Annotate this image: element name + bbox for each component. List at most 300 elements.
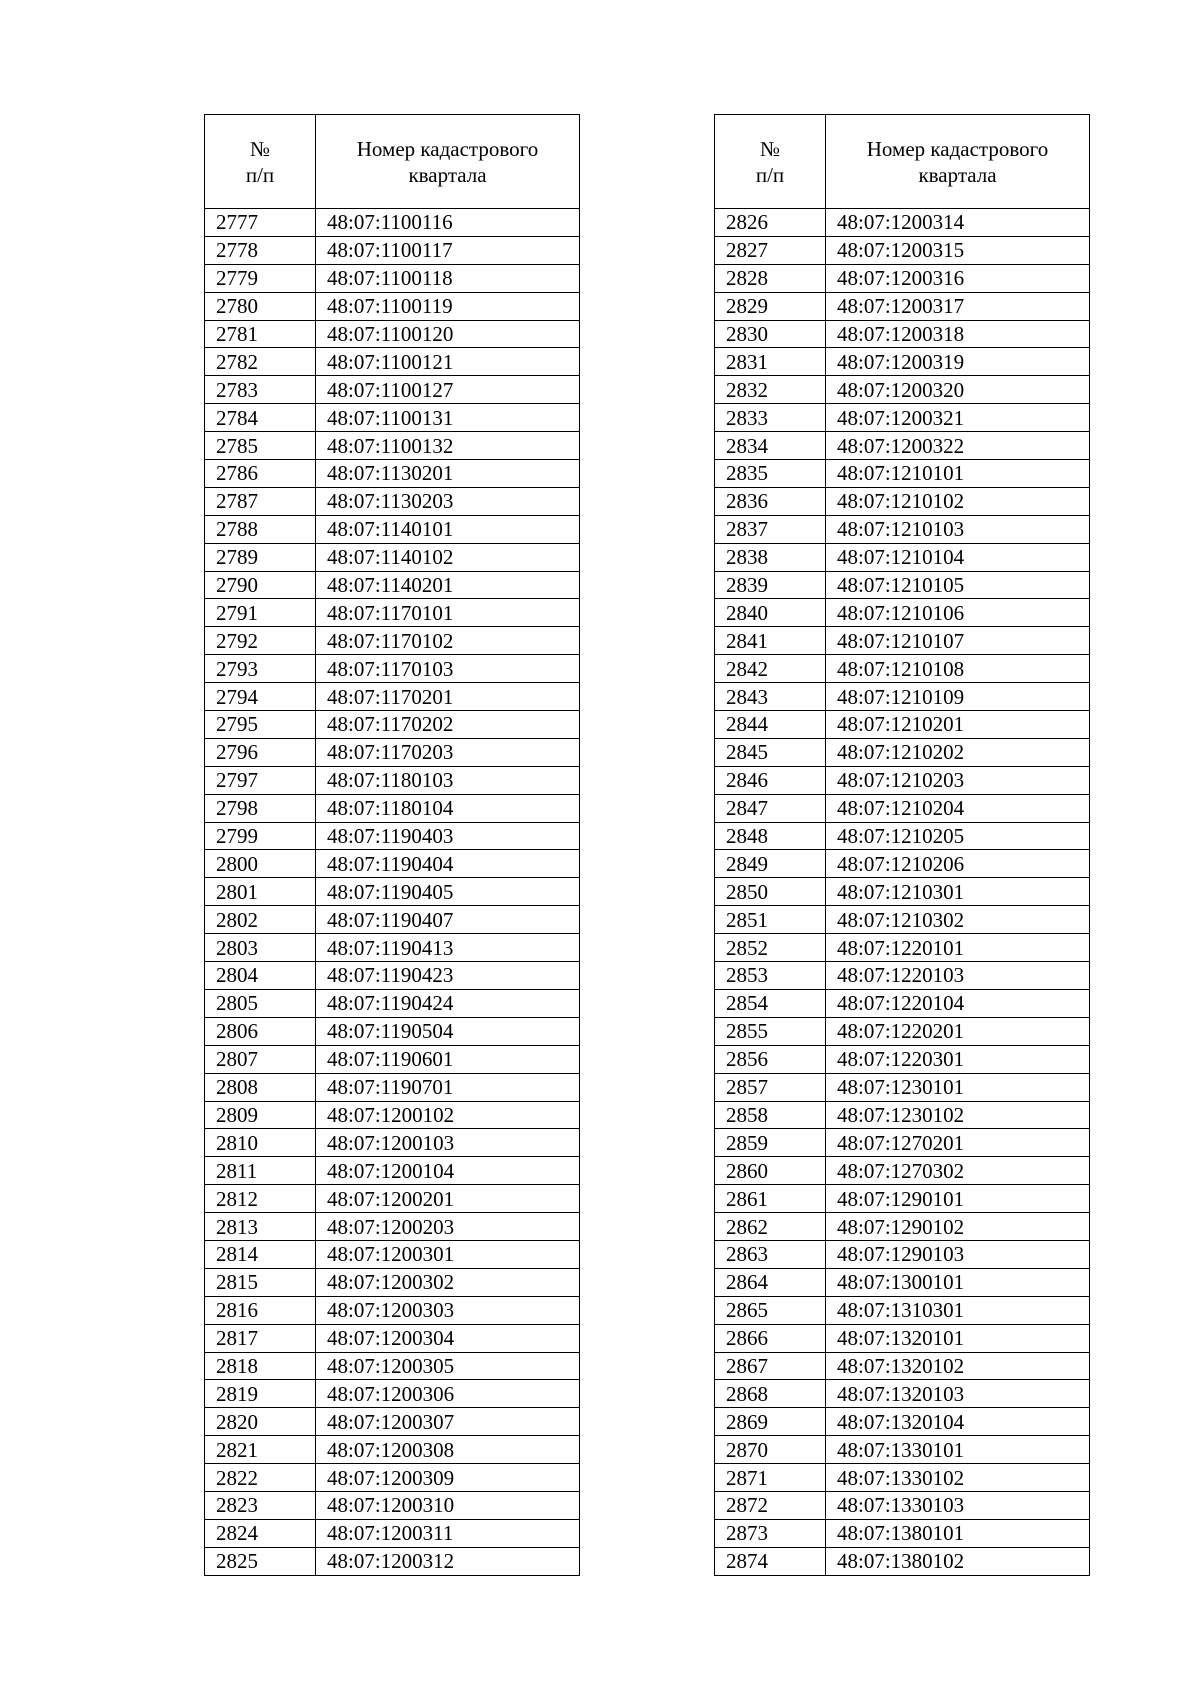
row-number: 2846 [715,766,826,794]
cadastral-quarter-number: 48:07:1190701 [316,1073,580,1101]
cadastral-quarter-number: 48:07:1180104 [316,794,580,822]
cadastral-quarter-number: 48:07:1210201 [826,711,1090,739]
row-number: 2788 [205,515,316,543]
row-number: 2849 [715,850,826,878]
row-number: 2811 [205,1157,316,1185]
cadastral-quarter-number: 48:07:1210205 [826,822,1090,850]
cadastral-quarter-number: 48:07:1200302 [316,1268,580,1296]
row-number: 2820 [205,1408,316,1436]
cadastral-quarter-number: 48:07:1210301 [826,878,1090,906]
row-number: 2853 [715,962,826,990]
row-number: 2816 [205,1296,316,1324]
cadastral-quarter-number: 48:07:1170202 [316,711,580,739]
table-row [205,1129,580,1157]
row-number: 2818 [205,1352,316,1380]
table-row [715,1101,1090,1129]
cadastral-quarter-number: 48:07:1200201 [316,1185,580,1213]
table-row [205,571,580,599]
row-number: 2865 [715,1296,826,1324]
row-number: 2838 [715,543,826,571]
table-row [715,320,1090,348]
table-row [205,404,580,432]
cadastral-quarter-number: 48:07:1200304 [316,1324,580,1352]
table-row [715,962,1090,990]
cadastral-quarter-number: 48:07:1100121 [316,348,580,376]
table-row [715,1045,1090,1073]
cadastral-quarter-number: 48:07:1140101 [316,515,580,543]
row-number: 2792 [205,627,316,655]
table-row [715,1157,1090,1185]
table-row [715,1017,1090,1045]
header-number-sign: № [249,136,271,161]
table-row [205,599,580,627]
cadastral-quarter-number: 48:07:1200306 [316,1380,580,1408]
table-row [715,487,1090,515]
table-row [715,571,1090,599]
cadastral-quarter-number: 48:07:1290103 [826,1240,1090,1268]
table-row [205,1380,580,1408]
cadastral-quarter-number: 48:07:1320102 [826,1352,1090,1380]
cadastral-quarter-number: 48:07:1210206 [826,850,1090,878]
header-cadastral-quarter: Номер кадастрового квартала [826,115,1090,209]
row-number: 2817 [205,1324,316,1352]
table-row [715,711,1090,739]
table-row [715,1240,1090,1268]
cadastral-quarter-number: 48:07:1140201 [316,571,580,599]
cadastral-quarter-number: 48:07:1200307 [316,1408,580,1436]
cadastral-quarter-number: 48:07:1230101 [826,1073,1090,1101]
table-row [715,543,1090,571]
table-row [205,1213,580,1241]
row-number: 2859 [715,1129,826,1157]
cadastral-quarter-number: 48:07:1170203 [316,738,580,766]
row-number: 2799 [205,822,316,850]
table-row [205,655,580,683]
table-row [715,1491,1090,1519]
cadastral-quarter-number: 48:07:1220104 [826,989,1090,1017]
cadastral-table-left [204,114,580,1576]
row-number: 2785 [205,432,316,460]
row-number: 2790 [205,571,316,599]
table-row [715,1547,1090,1575]
row-number: 2844 [715,711,826,739]
table-row [715,1352,1090,1380]
cadastral-quarter-number: 48:07:1190413 [316,934,580,962]
row-number: 2858 [715,1101,826,1129]
table-body [205,209,580,1576]
table-body [715,209,1090,1576]
table-row [715,934,1090,962]
table-row [715,1519,1090,1547]
row-number: 2851 [715,906,826,934]
cadastral-table-right [714,114,1090,1576]
row-number: 2864 [715,1268,826,1296]
table-row [205,1464,580,1492]
cadastral-quarter-number: 48:07:1170101 [316,599,580,627]
row-number: 2832 [715,376,826,404]
row-number: 2829 [715,292,826,320]
table-row [715,1380,1090,1408]
table-row [715,794,1090,822]
table-row [715,655,1090,683]
table-row [715,292,1090,320]
row-number: 2779 [205,264,316,292]
row-number: 2824 [205,1519,316,1547]
cadastral-quarter-number: 48:07:1200312 [316,1547,580,1575]
cadastral-quarter-number: 48:07:1330102 [826,1464,1090,1492]
cadastral-quarter-number: 48:07:1130201 [316,460,580,488]
row-number: 2833 [715,404,826,432]
row-number: 2863 [715,1240,826,1268]
cadastral-quarter-number: 48:07:1190407 [316,906,580,934]
row-number: 2826 [715,209,826,237]
row-number: 2842 [715,655,826,683]
cadastral-quarter-number: 48:07:1330103 [826,1491,1090,1519]
row-number: 2813 [205,1213,316,1241]
cadastral-quarter-number: 48:07:1190424 [316,989,580,1017]
table-row [715,906,1090,934]
row-number: 2808 [205,1073,316,1101]
row-number: 2862 [715,1213,826,1241]
row-number: 2845 [715,738,826,766]
cadastral-quarter-number: 48:07:1330101 [826,1436,1090,1464]
cadastral-quarter-number: 48:07:1100116 [316,209,580,237]
table-row [715,822,1090,850]
cadastral-quarter-number: 48:07:1200301 [316,1240,580,1268]
cadastral-quarter-number: 48:07:1210105 [826,571,1090,599]
row-number: 2831 [715,348,826,376]
cadastral-quarter-number: 48:07:1100120 [316,320,580,348]
table-row [715,460,1090,488]
table-row [715,1408,1090,1436]
table-row [205,962,580,990]
table-row [205,1296,580,1324]
row-number: 2870 [715,1436,826,1464]
table-row [715,1268,1090,1296]
table-row [715,432,1090,460]
cadastral-quarter-number: 48:07:1190405 [316,878,580,906]
table-row [205,1491,580,1519]
cadastral-quarter-number: 48:07:1100117 [316,236,580,264]
row-number: 2873 [715,1519,826,1547]
row-number: 2822 [205,1464,316,1492]
cadastral-quarter-number: 48:07:1100127 [316,376,580,404]
cadastral-quarter-number: 48:07:1140102 [316,543,580,571]
cadastral-quarter-number: 48:07:1210103 [826,515,1090,543]
cadastral-quarter-number: 48:07:1380102 [826,1547,1090,1575]
table-row [715,1296,1090,1324]
table-row [715,627,1090,655]
row-number: 2794 [205,683,316,711]
table-row [715,683,1090,711]
cadastral-quarter-number: 48:07:1300101 [826,1268,1090,1296]
table-row [205,1017,580,1045]
table-row [715,1324,1090,1352]
table-row [715,1436,1090,1464]
cadastral-quarter-number: 48:07:1210107 [826,627,1090,655]
row-number: 2848 [715,822,826,850]
row-number: 2784 [205,404,316,432]
row-number: 2860 [715,1157,826,1185]
row-number: 2836 [715,487,826,515]
table-row [205,348,580,376]
row-number: 2871 [715,1464,826,1492]
cadastral-quarter-number: 48:07:1200321 [826,404,1090,432]
cadastral-quarter-number: 48:07:1210104 [826,543,1090,571]
cadastral-quarter-number: 48:07:1310301 [826,1296,1090,1324]
table-row [205,1519,580,1547]
table-row [715,738,1090,766]
cadastral-quarter-number: 48:07:1210101 [826,460,1090,488]
cadastral-quarter-number: 48:07:1190403 [316,822,580,850]
table-row [715,1213,1090,1241]
table-row [205,1352,580,1380]
table-row [715,236,1090,264]
row-number: 2819 [205,1380,316,1408]
cadastral-quarter-number: 48:07:1130203 [316,487,580,515]
row-number: 2787 [205,487,316,515]
table-row [205,766,580,794]
cadastral-quarter-number: 48:07:1200309 [316,1464,580,1492]
cadastral-quarter-number: 48:07:1100132 [316,432,580,460]
table-row [205,683,580,711]
table-row [715,878,1090,906]
header-cadastral-quarter: Номер кадастрового квартала [316,115,580,209]
table-row [205,432,580,460]
cadastral-quarter-number: 48:07:1200315 [826,236,1090,264]
table-row [205,850,580,878]
table-row [205,1240,580,1268]
table-row [205,543,580,571]
row-number: 2823 [205,1491,316,1519]
table-row [715,989,1090,1017]
row-number: 2861 [715,1185,826,1213]
row-number: 2804 [205,962,316,990]
cadastral-quarter-number: 48:07:1210106 [826,599,1090,627]
row-number: 2814 [205,1240,316,1268]
table-row [205,738,580,766]
table-row [715,850,1090,878]
header-number [715,115,826,209]
row-number: 2852 [715,934,826,962]
cadastral-quarter-number: 48:07:1320101 [826,1324,1090,1352]
cadastral-quarter-number: 48:07:1220201 [826,1017,1090,1045]
table-row [205,376,580,404]
row-number: 2850 [715,878,826,906]
cadastral-quarter-number: 48:07:1220103 [826,962,1090,990]
table-row [205,1547,580,1575]
table-row [205,822,580,850]
cadastral-quarter-number: 48:07:1200319 [826,348,1090,376]
row-number: 2827 [715,236,826,264]
cadastral-quarter-number: 48:07:1170103 [316,655,580,683]
row-number: 2857 [715,1073,826,1101]
cadastral-quarter-number: 48:07:1320104 [826,1408,1090,1436]
cadastral-quarter-number: 48:07:1200303 [316,1296,580,1324]
row-number: 2809 [205,1101,316,1129]
table-row [205,906,580,934]
cadastral-quarter-number: 48:07:1200103 [316,1129,580,1157]
cadastral-quarter-number: 48:07:1200318 [826,320,1090,348]
row-number: 2786 [205,460,316,488]
table-row [715,1129,1090,1157]
cadastral-quarter-number: 48:07:1210109 [826,683,1090,711]
table-row [715,376,1090,404]
table-row [205,878,580,906]
table-row [205,1408,580,1436]
row-number: 2847 [715,794,826,822]
cadastral-quarter-number: 48:07:1180103 [316,766,580,794]
cadastral-quarter-number: 48:07:1200102 [316,1101,580,1129]
cadastral-quarter-number: 48:07:1270201 [826,1129,1090,1157]
row-number: 2837 [715,515,826,543]
header-number [205,115,316,209]
row-number: 2783 [205,376,316,404]
cadastral-quarter-number: 48:07:1200305 [316,1352,580,1380]
row-number: 2854 [715,989,826,1017]
table-row [715,1073,1090,1101]
row-number: 2872 [715,1491,826,1519]
cadastral-quarter-number: 48:07:1200320 [826,376,1090,404]
cadastral-quarter-number: 48:07:1210202 [826,738,1090,766]
cadastral-quarter-number: 48:07:1170201 [316,683,580,711]
table-row [715,209,1090,237]
cadastral-quarter-number: 48:07:1190404 [316,850,580,878]
table-row [205,1073,580,1101]
cadastral-quarter-number: 48:07:1200311 [316,1519,580,1547]
cadastral-quarter-number: 48:07:1200104 [316,1157,580,1185]
row-number: 2793 [205,655,316,683]
row-number: 2789 [205,543,316,571]
cadastral-quarter-number: 48:07:1210108 [826,655,1090,683]
header-number-pp: п/п [245,162,275,187]
cadastral-quarter-number: 48:07:1380101 [826,1519,1090,1547]
row-number: 2843 [715,683,826,711]
cadastral-quarter-number: 48:07:1190423 [316,962,580,990]
row-number: 2777 [205,209,316,237]
table-row [205,264,580,292]
table-row [205,794,580,822]
table-row [715,1185,1090,1213]
table-row [205,1268,580,1296]
cadastral-quarter-number: 48:07:1220101 [826,934,1090,962]
table-row [205,1157,580,1185]
row-number: 2778 [205,236,316,264]
cadastral-quarter-number: 48:07:1100131 [316,404,580,432]
cadastral-quarter-number: 48:07:1100118 [316,264,580,292]
table-row [715,599,1090,627]
row-number: 2828 [715,264,826,292]
row-number: 2821 [205,1436,316,1464]
cadastral-quarter-number: 48:07:1230102 [826,1101,1090,1129]
row-number: 2834 [715,432,826,460]
row-number: 2812 [205,1185,316,1213]
table-row [205,711,580,739]
cadastral-quarter-number: 48:07:1200317 [826,292,1090,320]
row-number: 2791 [205,599,316,627]
row-number: 2866 [715,1324,826,1352]
table-header-row [205,115,580,209]
row-number: 2796 [205,738,316,766]
header-number-pp: п/п [755,162,785,187]
row-number: 2835 [715,460,826,488]
table-row [205,487,580,515]
cadastral-quarter-number: 48:07:1200308 [316,1436,580,1464]
cadastral-quarter-number: 48:07:1200314 [826,209,1090,237]
row-number: 2855 [715,1017,826,1045]
cadastral-quarter-number: 48:07:1200310 [316,1491,580,1519]
table-row [205,627,580,655]
row-number: 2839 [715,571,826,599]
table-row [205,515,580,543]
cadastral-quarter-number: 48:07:1200316 [826,264,1090,292]
row-number: 2807 [205,1045,316,1073]
row-number: 2810 [205,1129,316,1157]
cadastral-quarter-number: 48:07:1190601 [316,1045,580,1073]
cadastral-quarter-number: 48:07:1100119 [316,292,580,320]
row-number: 2802 [205,906,316,934]
cadastral-quarter-number: 48:07:1210302 [826,906,1090,934]
table-header-row [715,115,1090,209]
table-row [205,989,580,1017]
cadastral-quarter-number: 48:07:1210102 [826,487,1090,515]
row-number: 2797 [205,766,316,794]
row-number: 2825 [205,1547,316,1575]
row-number: 2868 [715,1380,826,1408]
table-row [715,515,1090,543]
table-row [205,1185,580,1213]
row-number: 2805 [205,989,316,1017]
row-number: 2869 [715,1408,826,1436]
cadastral-quarter-number: 48:07:1210204 [826,794,1090,822]
table-row [205,1436,580,1464]
table-row [205,1045,580,1073]
table-row [205,1324,580,1352]
row-number: 2815 [205,1268,316,1296]
cadastral-quarter-number: 48:07:1200322 [826,432,1090,460]
row-number: 2780 [205,292,316,320]
cadastral-quarter-number: 48:07:1270302 [826,1157,1090,1185]
table-row [715,1464,1090,1492]
table-row [205,460,580,488]
table-row [205,292,580,320]
row-number: 2856 [715,1045,826,1073]
cadastral-quarter-number: 48:07:1200203 [316,1213,580,1241]
row-number: 2841 [715,627,826,655]
table-row [715,264,1090,292]
table-row [715,348,1090,376]
cadastral-quarter-number: 48:07:1190504 [316,1017,580,1045]
row-number: 2874 [715,1547,826,1575]
row-number: 2840 [715,599,826,627]
row-number: 2795 [205,711,316,739]
row-number: 2803 [205,934,316,962]
table-row [715,404,1090,432]
cadastral-quarter-number: 48:07:1210203 [826,766,1090,794]
table-row [715,766,1090,794]
table-row [205,236,580,264]
row-number: 2867 [715,1352,826,1380]
cadastral-quarter-number: 48:07:1170102 [316,627,580,655]
table-row [205,320,580,348]
table-row [205,1101,580,1129]
row-number: 2798 [205,794,316,822]
row-number: 2782 [205,348,316,376]
cadastral-quarter-number: 48:07:1320103 [826,1380,1090,1408]
cadastral-quarter-number: 48:07:1290101 [826,1185,1090,1213]
cadastral-quarter-number: 48:07:1220301 [826,1045,1090,1073]
table-row [205,209,580,237]
